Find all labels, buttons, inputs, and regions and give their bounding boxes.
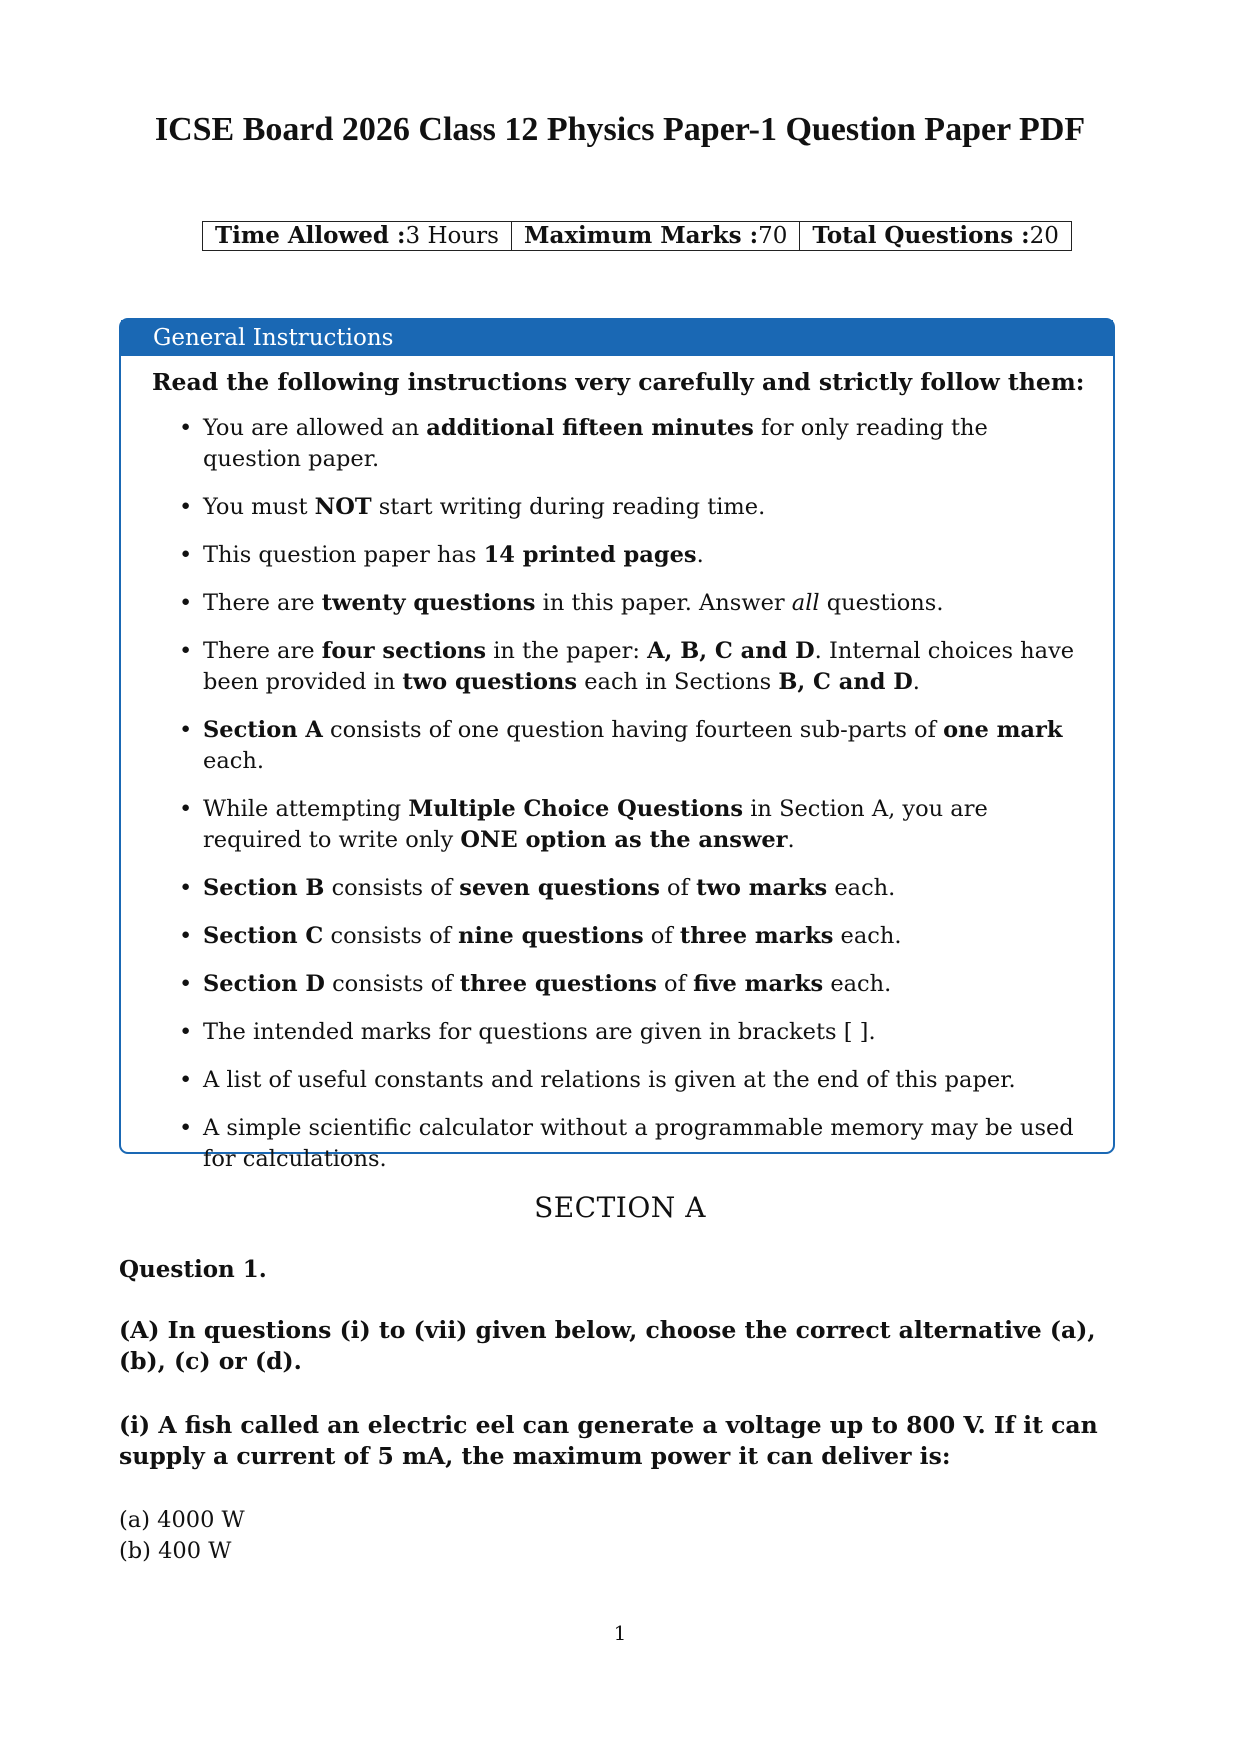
instruction-text: of: [643, 923, 680, 949]
time-allowed-value: 3 Hours: [405, 223, 499, 249]
instruction-text: consists of: [324, 971, 460, 997]
instruction-item: [121, 794, 1113, 856]
instruction-text: in this paper. Answer: [535, 590, 792, 616]
instruction-emphasis: nine questions: [458, 923, 644, 949]
instruction-emphasis: five marks: [693, 971, 824, 997]
instruction-emphasis: 14 printed pages: [483, 542, 697, 568]
instruction-item: [121, 492, 1113, 523]
bullet-icon: •: [179, 971, 193, 997]
instruction-emphasis: three marks: [679, 923, 834, 949]
instruction-text: The intended marks for questions are given in brackets [ ].: [203, 1019, 876, 1045]
instruction-item: [121, 540, 1113, 571]
bullet-icon: •: [179, 796, 193, 822]
instruction-emphasis: Section C: [203, 923, 324, 949]
instruction-emphasis: additional fifteen minutes: [426, 415, 754, 441]
instruction-text: of: [659, 875, 697, 901]
instruction-emphasis: all: [791, 590, 820, 616]
time-allowed-cell: [203, 222, 512, 251]
bullet-icon: •: [179, 923, 193, 949]
instruction-text: each.: [203, 748, 264, 774]
option-a: (a) 4000 W: [119, 1507, 245, 1533]
instruction-item: [121, 969, 1113, 1000]
total-questions-value: 20: [1029, 223, 1059, 249]
instruction-text: for only reading the question paper.: [203, 415, 988, 472]
instruction-text: consists of one question having fourteen sub-parts of: [322, 717, 944, 743]
instruction-text: A list of useful constants and relations is given at the end of this paper.: [203, 1067, 1016, 1093]
instruction-text: There are: [203, 638, 322, 664]
maximum-marks-cell: [511, 222, 799, 251]
instruction-emphasis: Section D: [203, 971, 325, 997]
instruction-emphasis: one mark: [943, 717, 1063, 743]
instruction-item: [121, 715, 1113, 777]
bullet-icon: •: [179, 1019, 193, 1045]
instruction-text: While attempting: [203, 796, 409, 822]
instruction-text: .: [787, 827, 795, 853]
instruction-emphasis: two questions: [402, 669, 578, 695]
total-questions-label: Total Questions :: [812, 222, 1030, 249]
instruction-item: [121, 921, 1113, 952]
instruction-text: in Section A, you are required to write only: [203, 796, 988, 853]
instruction-text: start writing during reading time.: [371, 494, 766, 520]
instruction-text: each in Sections: [577, 669, 779, 695]
instruction-emphasis: three questions: [459, 971, 657, 997]
instruction-item: [121, 1017, 1113, 1048]
instruction-text: .: [912, 669, 920, 695]
bullet-icon: •: [179, 415, 193, 441]
instruction-text: There are: [203, 590, 322, 616]
maximum-marks-value: 70: [758, 223, 788, 249]
instruction-emphasis: seven questions: [459, 875, 660, 901]
instructions-lead: Read the following instructions very carefully and strictly follow them:: [152, 368, 1085, 396]
bullet-icon: •: [179, 717, 193, 743]
instruction-item: [121, 636, 1113, 698]
instruction-emphasis: Section B: [203, 875, 325, 901]
total-questions-cell: [800, 222, 1072, 251]
bullet-icon: •: [179, 1067, 193, 1093]
question-part-a: (A) In questions (i) to (vii) given below, choose the correct alternative (a), (b), (c) or (d).: [119, 1316, 1096, 1375]
instructions-list: [121, 413, 1113, 1175]
bullet-icon: •: [179, 638, 193, 664]
page-number: 1: [613, 1621, 627, 1645]
instruction-text: You must: [203, 494, 315, 520]
instruction-text: of: [656, 971, 694, 997]
instruction-text: You are allowed an: [203, 415, 427, 441]
instruction-text: each.: [827, 875, 896, 901]
bullet-icon: •: [179, 875, 193, 901]
general-instructions-box: [119, 318, 1115, 1172]
instruction-text: . Internal choices have been provided in: [203, 638, 1075, 695]
bullet-icon: •: [179, 494, 193, 520]
bullet-icon: •: [179, 1115, 193, 1141]
maximum-marks-label: Maximum Marks :: [523, 222, 759, 249]
instruction-emphasis: Section A: [203, 717, 323, 743]
option-b: (b) 400 W: [119, 1538, 232, 1564]
instruction-item: [121, 413, 1113, 475]
instruction-item: [121, 873, 1113, 904]
instruction-text: in the paper:: [486, 638, 648, 664]
answer-options: [119, 1505, 245, 1567]
instruction-item: [121, 1065, 1113, 1096]
instruction-text: A simple scientific calculator without a programmable memory may be used for calculations.: [203, 1115, 1074, 1172]
question-label: Question 1.: [119, 1256, 267, 1283]
instruction-emphasis: ONE option as the answer: [460, 827, 788, 853]
instruction-emphasis: two marks: [696, 875, 828, 901]
instruction-emphasis: Multiple Choice Questions: [408, 796, 744, 822]
instruction-text: .: [696, 542, 704, 568]
question-sub-part-i: (i) A fish called an electric eel can generate a voltage up to 800 V. If it can supply a current of 5 mA, the maximum power it can deliver is:: [119, 1411, 1098, 1470]
instruction-item: [121, 1113, 1113, 1175]
instructions-header: General Instructions: [121, 320, 1113, 356]
instruction-text: each.: [833, 923, 902, 949]
instruction-emphasis: four sections: [321, 638, 487, 664]
bullet-icon: •: [179, 542, 193, 568]
instruction-emphasis: twenty questions: [321, 590, 536, 616]
instruction-text: consists of: [323, 923, 459, 949]
section-title: SECTION A: [534, 1191, 706, 1224]
time-allowed-label: Time Allowed :: [215, 222, 406, 249]
instruction-text: This question paper has: [203, 542, 484, 568]
instruction-emphasis: NOT: [314, 494, 372, 520]
instruction-text: questions.: [819, 590, 944, 616]
instruction-emphasis: A, B, C and D: [647, 638, 815, 664]
exam-meta-table: [202, 221, 1072, 251]
instruction-item: [121, 588, 1113, 619]
instruction-text: each.: [823, 971, 892, 997]
exam-meta-row: [203, 222, 1072, 251]
instruction-emphasis: B, C and D: [778, 669, 913, 695]
instruction-text: consists of: [324, 875, 460, 901]
page-title: ICSE Board 2026 Class 12 Physics Paper-1 Question Paper PDF: [154, 111, 1086, 148]
bullet-icon: •: [179, 590, 193, 616]
